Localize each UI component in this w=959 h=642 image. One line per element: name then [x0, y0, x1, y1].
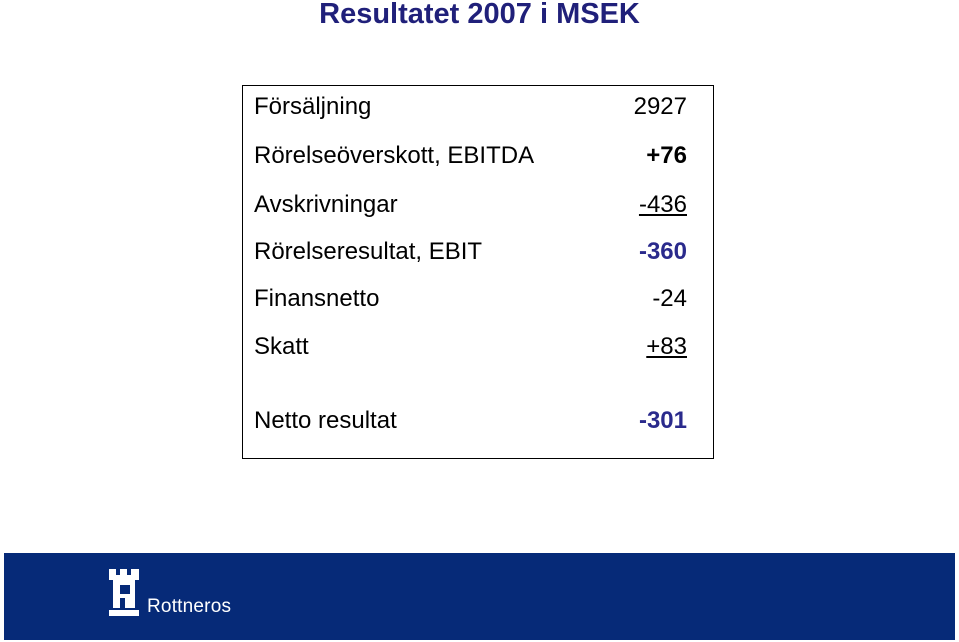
row-value: -436 [638, 191, 687, 218]
row-label: Finansnetto [254, 285, 380, 312]
row-value: -360 [638, 238, 687, 265]
footer-band [4, 553, 955, 640]
row-label: Skatt [254, 333, 309, 360]
results-table [242, 85, 714, 459]
result-row-ebit [254, 237, 687, 267]
row-label: Netto resultat [254, 407, 397, 434]
row-value: 2927 [633, 93, 687, 120]
row-label: Rörelseöverskott, EBITDA [254, 142, 535, 169]
row-value: +76 [646, 142, 687, 169]
result-row-netto [254, 406, 687, 436]
result-row-finansnetto [254, 284, 687, 314]
result-row-skatt [254, 332, 687, 362]
row-label: Avskrivningar [254, 191, 398, 218]
result-row-avskrivningar [254, 190, 687, 220]
row-value: -24 [652, 285, 687, 312]
result-row-forsaljning [254, 92, 687, 122]
logo-text: Rottneros [147, 596, 232, 617]
result-row-ebitda [254, 141, 687, 171]
row-value: -301 [638, 407, 687, 434]
row-label: Försäljning [254, 93, 372, 120]
row-value: +83 [646, 333, 687, 360]
page-title: Resultatet 2007 i MSEK [319, 0, 640, 30]
row-label: Rörelseresultat, EBIT [254, 238, 483, 265]
